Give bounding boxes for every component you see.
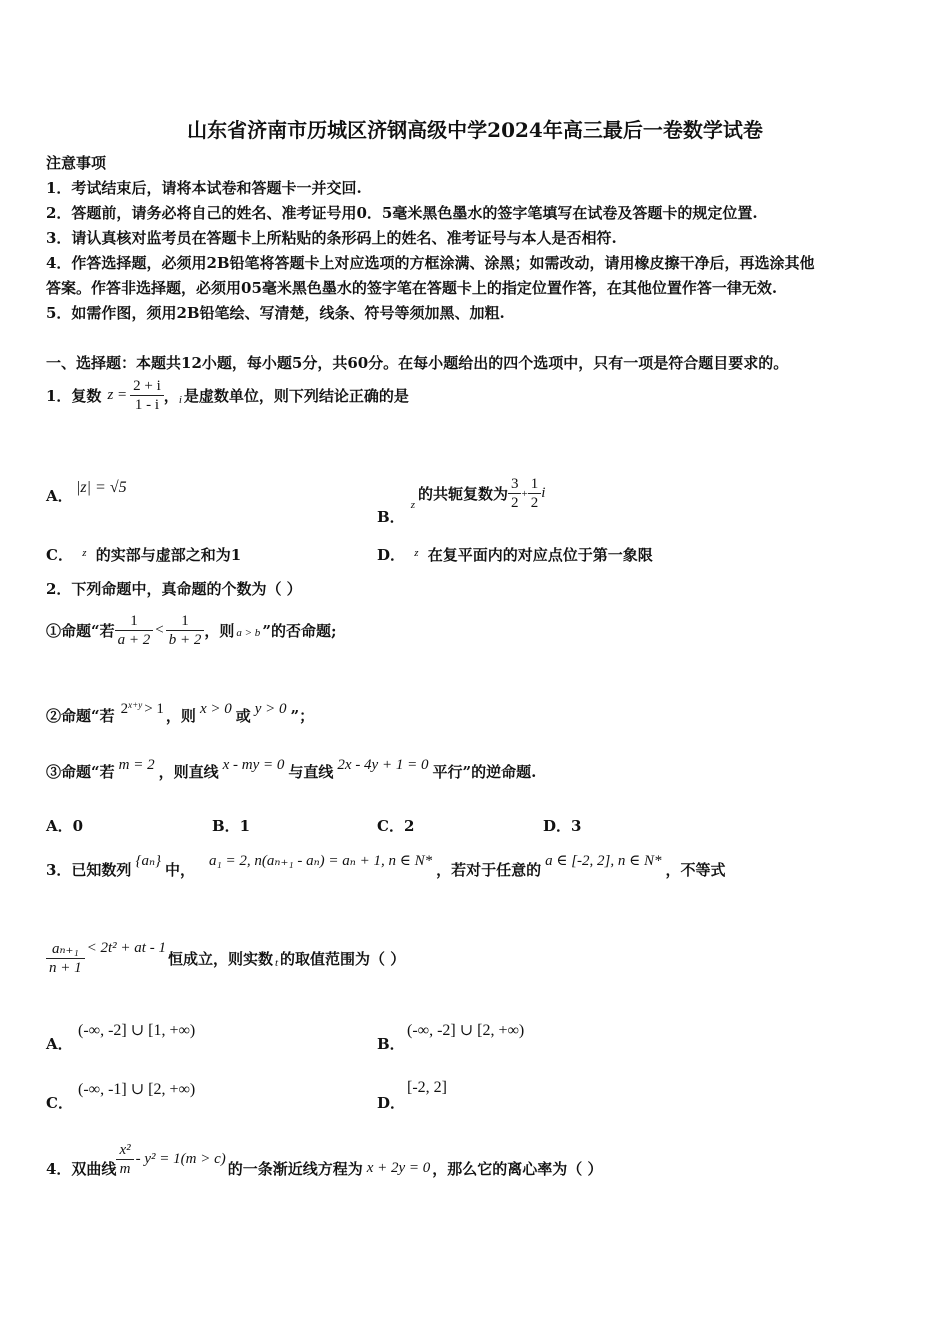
q3-inequality — [46, 940, 405, 977]
q3-option-c-label: C． — [46, 1094, 73, 1112]
notice-item-3: 3．请认真核对监考员在答题卡上所粘贴的条形码上的姓名、准考证号与本人是否相符. — [46, 229, 617, 247]
q4-den: m — [119, 1161, 131, 1177]
q3-stem-d: ，不等式 — [665, 861, 726, 879]
notice-item-4-cont: 答案。作答非选择题，必须用05毫米黑色墨水的签字笔在答题卡上的指定位置作答，在其他位置作答一律无效. — [46, 279, 778, 297]
notice-item-4: 4．作答选择题，必须用2B铅笔将答题卡上对应选项的方框涂满、涂黑；如需改动，请用橡皮擦干净后，再选涂其他 — [46, 254, 815, 272]
q2-p1-frac2 — [166, 612, 205, 649]
q2-p3-m1: m = 2 — [118, 757, 155, 773]
q1-i: i — [178, 393, 182, 406]
q3-cond: a₁ = 2, n(aₙ₊₁ - aₙ) = aₙ + 1, n ∈ N* — [209, 853, 433, 869]
q1-option-a-math: |z| = √5 — [76, 479, 127, 496]
question-4 — [46, 1140, 603, 1179]
q2-p1-n2: 1 — [166, 612, 205, 631]
q2-p2-base: 2 — [120, 701, 129, 717]
q1-option-d-z: z — [414, 547, 419, 559]
q1-option-c-label: C． — [46, 546, 73, 564]
q2-p1-m: a > b — [236, 626, 261, 639]
q4-stem-a: 4．双曲线 — [46, 1160, 117, 1178]
q3-seq: {aₙ} — [135, 853, 162, 869]
q2-option-c: C．2 — [377, 817, 415, 835]
q2-p1-frac1 — [115, 612, 154, 649]
q3-stem-a: 3．已知数列 — [46, 861, 132, 879]
q4-stem-c: ，那么它的离心率为（ ） — [432, 1160, 603, 1178]
q1-option-c — [46, 544, 241, 565]
q2-prop-3 — [46, 757, 537, 781]
q4-rest: - y² = 1(m > c) — [135, 1151, 226, 1167]
q2-p2-gt: > 1 — [144, 701, 164, 717]
q2-p1-lt: < — [155, 622, 164, 638]
q1-b-frac2 — [528, 475, 542, 512]
q1-b-d1: 2 — [510, 495, 519, 511]
q2-p2-a: ②命题“若 — [46, 707, 115, 725]
q1-option-d — [377, 544, 653, 565]
q1-option-b-text: 的共轭复数为 — [417, 485, 508, 503]
q1-b-n1: 3 — [508, 475, 522, 494]
q3-option-d-label: D． — [377, 1094, 406, 1112]
q2-p3-d: 平行”的逆命题. — [432, 763, 537, 781]
q3-stem-f: 的取值范围为（ ） — [280, 950, 406, 968]
q3-option-c-math: (-∞, -1] ∪ [2, +∞) — [78, 1081, 196, 1098]
q1-fraction — [130, 377, 164, 414]
q4-num: x² — [116, 1141, 133, 1160]
q3-option-b-math: (-∞, -2] ∪ [2, +∞) — [407, 1022, 525, 1039]
q3-t: t — [274, 956, 279, 969]
q1-option-b-label: B． — [377, 508, 405, 526]
q2-p1-n1: 1 — [115, 612, 154, 631]
q2-option-b: B．1 — [212, 817, 251, 835]
q2-p3-m2: x - my = 0 — [222, 757, 285, 773]
q3-stem-e: 恒成立，则实数 — [167, 950, 273, 968]
notice-item-1: 1．考试结束后，请将本试卷和答题卡一并交回. — [46, 179, 362, 197]
q1-option-b-z: z — [410, 498, 415, 511]
q3-option-b-label: B． — [377, 1035, 405, 1053]
q1-num: 2 + i — [130, 377, 164, 396]
section-heading: 一、选择题：本题共12小题，每小题5分，共60分。在每小题给出的四个选项中，只有一项是符合题目要求的。 — [46, 354, 789, 372]
notice-heading: 注意事项 — [46, 154, 107, 172]
q1-b-n2: 1 — [528, 475, 542, 494]
q3-option-d-math: [-2, 2] — [407, 1079, 447, 1096]
q2-p3-a: ③命题“若 — [46, 763, 115, 781]
q2-p1-c: ”的否命题; — [262, 622, 337, 640]
q1-stem-b: 是虚数单位，则下列结论正确的是 — [183, 387, 409, 405]
q2-p2-m1: x > 0 — [199, 701, 232, 717]
q2-p3-c: 与直线 — [288, 763, 334, 781]
q3-option-a-math: (-∞, -2] ∪ [1, +∞) — [78, 1022, 196, 1039]
q3-stem-b: 中， — [165, 861, 196, 879]
q4-stem-b: 的一条渐近线方程为 — [227, 1160, 363, 1178]
q3-stem-c: ，若对于任意的 — [436, 861, 542, 879]
q1-option-b — [377, 460, 545, 527]
q2-p2-m2: y > 0 — [254, 701, 287, 717]
q1-option-a-label: A． — [46, 487, 73, 505]
notice-item-2: 2．答题前，请务必将自己的姓名、准考证号用0．5毫米黑色墨水的签字笔填写在试卷及答题卡的规定位置. — [46, 204, 758, 222]
q2-p1-b: ，则 — [204, 622, 235, 640]
q1-z-eq: z = — [107, 387, 128, 403]
q2-prop-2 — [46, 700, 315, 725]
q2-p3-m3: 2x - 4y + 1 = 0 — [337, 757, 429, 773]
q2-p2-c: ”； — [290, 707, 315, 725]
q3-ineq-frac — [46, 940, 85, 977]
q1-option-c-text: 的实部与虚部之和为1 — [95, 546, 242, 564]
q3-ineq-den: n + 1 — [49, 960, 82, 976]
q2-p1-d1: a + 2 — [117, 632, 151, 648]
q2-p2-b: ，则 — [165, 707, 196, 725]
q4-asym: x + 2y = 0 — [366, 1160, 431, 1176]
q1-den: 1 - i — [134, 397, 160, 413]
q2-option-d: D．3 — [543, 817, 582, 835]
q3-range: a ∈ [-2, 2], n ∈ N* — [545, 853, 662, 869]
q1-option-d-label: D． — [377, 546, 406, 564]
q3-ineq-num: aₙ₊₁ — [46, 940, 85, 959]
q2-p1-a: ①命题“若 — [46, 622, 115, 640]
q2-option-a: A．0 — [46, 817, 84, 835]
q4-frac — [116, 1141, 133, 1178]
question-3 — [46, 851, 726, 879]
q1-b-frac1 — [508, 475, 522, 512]
q2-p2-exp: x+y — [128, 700, 143, 710]
q2-prop-1 — [46, 612, 336, 649]
notice-item-5: 5．如需作图，须用2B铅笔绘、写清楚，线条、符号等须加黑、加粗. — [46, 304, 505, 322]
q2-p3-b: ，则直线 — [158, 763, 219, 781]
q1-b-i: i — [541, 485, 546, 501]
question-2: 2．下列命题中，真命题的个数为（ ） — [46, 580, 302, 598]
q3-ineq-rest: < 2t² + at - 1 — [86, 940, 166, 956]
q1-stem-a: 1．复数 — [46, 387, 102, 405]
q1-b-d2: 2 — [530, 495, 539, 511]
q3-option-a-label: A． — [46, 1035, 73, 1053]
q1-b-plus: + — [521, 487, 528, 500]
q2-p1-d2: b + 2 — [168, 632, 202, 648]
question-1 — [46, 377, 409, 414]
q1-option-d-text: 在复平面内的对应点位于第一象限 — [427, 546, 653, 564]
q1-option-c-z: z — [82, 547, 87, 559]
page-title: 山东省济南市历城区济钢高级中学2024年高三最后一卷数学试卷 — [187, 118, 763, 142]
q1-comma: ， — [163, 387, 179, 405]
q2-p2-or: 或 — [235, 707, 251, 725]
